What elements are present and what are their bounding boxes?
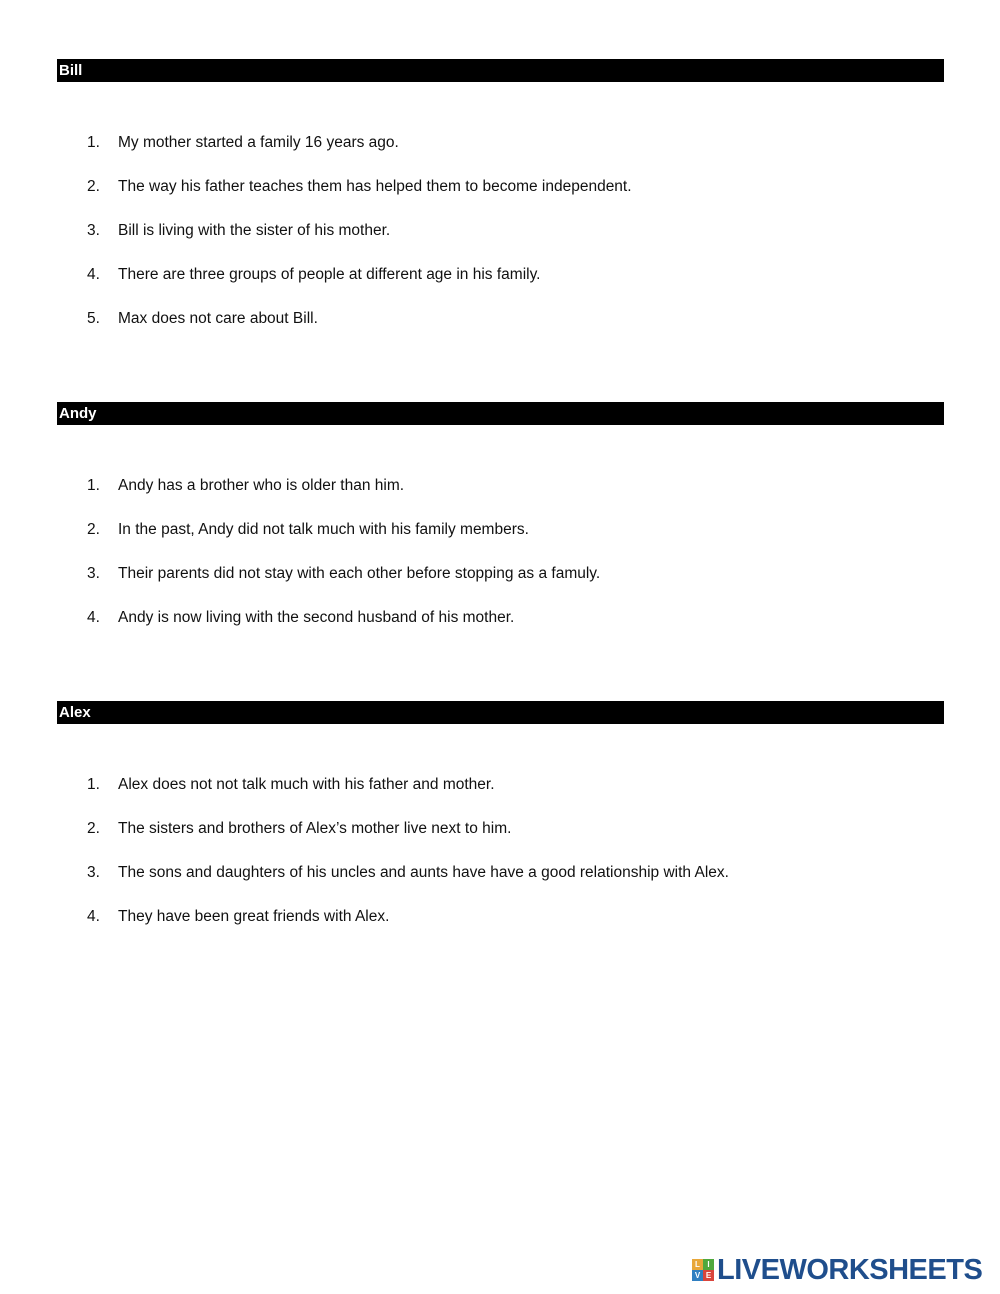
- logo-tile-l: L: [692, 1259, 703, 1270]
- item-number: 1.: [87, 776, 100, 793]
- logo-tile-i: I: [703, 1259, 714, 1270]
- item-number: 4.: [87, 908, 100, 925]
- statement-text: Alex does not not talk much with his father and mother.: [118, 776, 495, 793]
- item-number: 3.: [87, 565, 100, 582]
- statement-text: Their parents did not stay with each other before stopping as a famuly.: [118, 565, 601, 582]
- statement-text: Andy has a brother who is older than him.: [118, 477, 405, 494]
- logo-tile-v: V: [692, 1270, 703, 1281]
- statement-text: Bill is living with the sister of his mother.: [118, 222, 391, 239]
- item-number: 3.: [87, 222, 100, 239]
- item-number: 4.: [87, 266, 100, 283]
- statement-text: The way his father teaches them has helped them to become independent.: [118, 178, 632, 195]
- logo-tile-e: E: [703, 1270, 714, 1281]
- item-number: 2.: [87, 521, 100, 538]
- logo-text: LIVEWORKSHEETS: [717, 1253, 983, 1286]
- section-header-alex: Alex: [57, 701, 944, 724]
- liveworksheets-logo: [692, 1255, 982, 1285]
- statement-text: Max does not care about Bill.: [118, 310, 318, 327]
- item-number: 2.: [87, 178, 100, 195]
- section-header-andy: Andy: [57, 402, 944, 425]
- statement-text: The sons and daughters of his uncles and aunts have have a good relationship with Alex.: [118, 864, 729, 881]
- item-number: 1.: [87, 134, 100, 151]
- statement-text: My mother started a family 16 years ago.: [118, 134, 399, 151]
- item-number: 4.: [87, 609, 100, 626]
- statement-text: The sisters and brothers of Alex’s mother live next to him.: [118, 820, 512, 837]
- statement-text: In the past, Andy did not talk much with his family members.: [118, 521, 529, 538]
- item-number: 2.: [87, 820, 100, 837]
- statement-text: Andy is now living with the second husband of his mother.: [118, 609, 515, 626]
- item-number: 5.: [87, 310, 100, 327]
- statement-text: There are three groups of people at different age in his family.: [118, 266, 541, 283]
- section-header-bill: Bill: [57, 59, 944, 82]
- item-number: 3.: [87, 864, 100, 881]
- liveworksheets-logo-icon: [692, 1259, 714, 1281]
- item-number: 1.: [87, 477, 100, 494]
- statement-text: They have been great friends with Alex.: [118, 908, 390, 925]
